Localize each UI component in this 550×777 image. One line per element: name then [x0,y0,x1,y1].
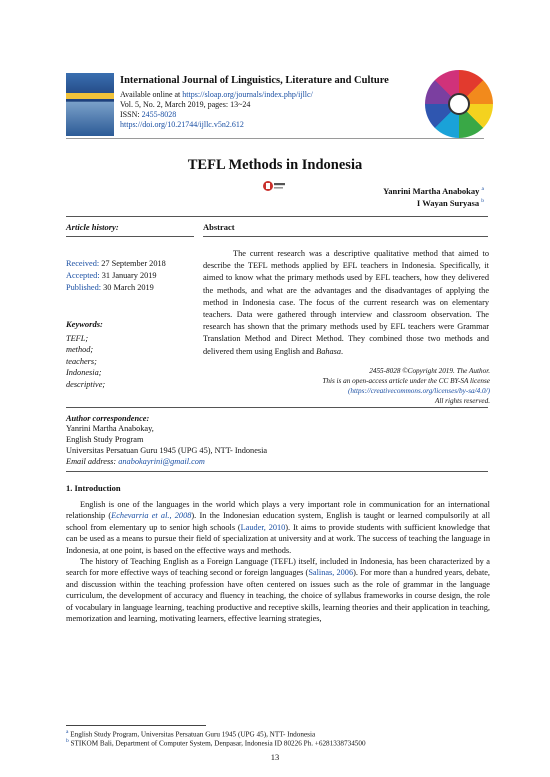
info-top-rule [66,216,488,217]
citation-link[interactable]: Echevarria et al., 2008 [111,511,192,521]
article-history-heading: Article history: [66,222,119,232]
citation-link[interactable]: Salinas, 2006 [308,568,354,578]
intro-paragraph-2: The history of Teaching English as a Foreign Language (TEFL) itself, included in Indonesia, has been characterized by a search for more effective ways of teaching second or foreign languages (Salinas, 2006). For more than a hundred years, debate, and discussion within the teaching profession have often centered on issues such as the role of grammar in the language curriculum, the development of accuracy and fluency in teaching, the choice of syllabus frameworks in course design, the role of vocabulary in language learning, teaching productive and receptive skills, learning theories and their application in teaching, memorization and learning, motivating learners, effective learning strategies, [66,557,491,624]
correspondence-heading: Author correspondence: [66,414,150,423]
keywords-heading: Keywords: [66,319,103,329]
email-link[interactable]: anabokayrini@gmail.com [118,457,205,466]
author-2: I Wayan Suryasa $^b$ [416,198,484,208]
abstract-text: The current research was a descriptive qualitative method that aimed to describe the TEFL methods applied by EFL teachers in Indonesia. Specifically, it aimed to know what the primary methods used by EFL teachers, how they delivered the methods, and what are the advantages and the disadvantages of applying the method in Indonesia case. The focus of the current research was on elementary teachers. Data were gathered through interview and classroom observation. The research has shown that the primary methods used by EFL teachers were Grammar Translation Method and Direct Method. They combined those two methods and delivered them using English and Bahasa. [203,249,489,356]
correspondence-rule [66,471,488,472]
issn-line: ISSN: 2455-8028 [120,110,177,119]
copyright-line: 2455-8028 ©Copyright 2019. The Author. [369,367,490,375]
published-line: Published: 30 March 2019 [66,283,154,292]
correspondence-email: Email address: anabokayrini@gmail.com [66,457,205,466]
volume-line: Vol. 5, No. 2, March 2019, pages: 13~24 [120,100,251,109]
footnote-a: $^a$ English Study Program, Universitas Persatuan Guru 1945 (UPG 45), NTT- Indonesia [66,729,316,739]
keyword-item: method; [66,345,94,355]
author-1: Yanrini Martha Anabokay $^a$ [383,186,484,196]
journal-logo-icon [425,70,493,138]
keyword-item: Indonesia; [66,368,102,378]
accepted-line: Accepted: 31 January 2019 [66,271,157,280]
received-line: Received: 27 September 2018 [66,259,166,268]
footnote-divider [66,725,206,726]
license-line: This is an open-access article under the CC BY-SA license [322,377,490,385]
abstract-heading: Abstract [203,222,235,232]
header-divider [66,138,484,139]
introduction-heading: 1. Introduction [66,483,121,493]
availability-line: Available online at https://sloap.org/journals/index.php/ijllc/ [120,90,313,99]
history-rule [66,236,194,237]
paper-title: TEFL Methods in Indonesia [187,157,363,173]
page-number: 13 [270,752,280,762]
correspondence-program: English Study Program [66,435,144,444]
keyword-item: teachers; [66,356,97,366]
footnote-b: $^b$ STIKOM Bali, Department of Computer System, Denpasar, Indonesia ID 80226 Ph. +6281338734500 [66,738,366,748]
journal-url-link[interactable]: https://sloap.org/journals/index.php/ijllc/ [182,90,313,99]
citation-link[interactable]: Lauder, 2010 [240,522,286,532]
keyword-item: TEFL; [66,334,89,343]
intro-paragraph-1: English is one of the languages in the world which plays a very important role in communication for an international relationship (Echevarria et al., 2008). In the Indonesian education system, English is taught or learned compulsorily at all school from elementary up to senior high schools (Lauder, 2010). It aims to provide students with sufficient knowledge that can be used as a means to pursue their field of specialization at university and at work. The success of teaching the language in Indonesia, at one point, is based on the effective ways and methods. [66,500,491,555]
keyword-list [66,333,105,390]
abstract-rule [203,236,488,237]
crossmark-icon[interactable] [262,180,286,192]
keyword-item: descriptive; [66,379,106,389]
rights-line: All rights reserved. [434,397,490,405]
correspondence-name: Yanrini Martha Anabokay, [66,424,154,433]
doi-link[interactable]: https://doi.org/10.21744/ijllc.v5n2.612 [120,120,244,129]
introduction-body [66,499,490,624]
journal-title: International Journal of Linguistics, Literature and Culture [120,75,389,86]
journal-cover-thumbnail [66,73,114,136]
correspondence-university: Universitas Persatuan Guru 1945 (UPG 45), NTT- Indonesia [66,446,268,455]
info-bottom-rule [66,407,488,408]
license-url-link[interactable]: (https://creativecommons.org/licenses/by-sa/4.0/) [348,387,490,395]
issn-link[interactable]: 2455-8028 [141,110,177,119]
